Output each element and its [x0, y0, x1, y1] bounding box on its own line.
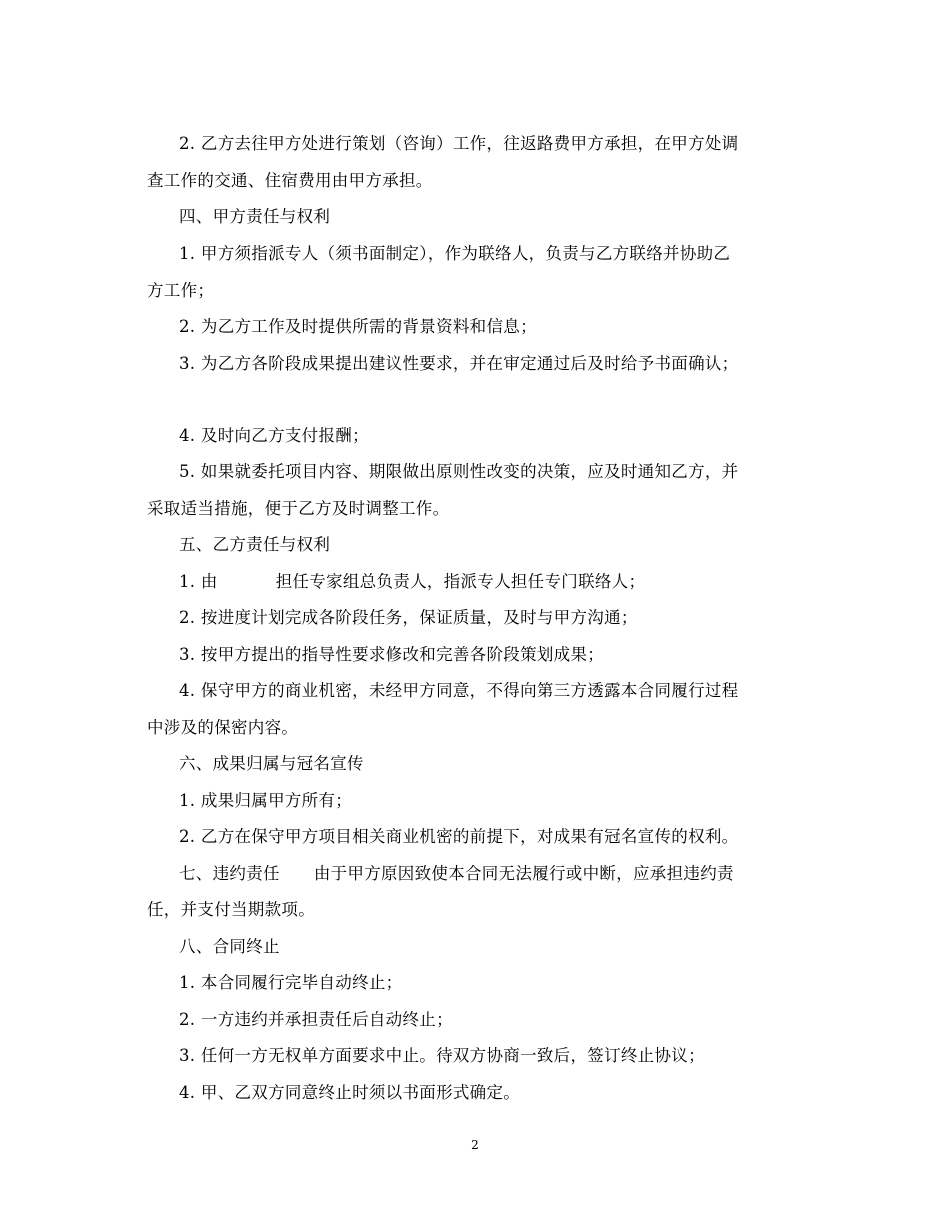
paragraph-line: 2. 按进度计划完成各阶段任务，保证质量，及时与甲方沟通；: [179, 608, 638, 627]
paragraph-line: 4. 保守甲方的商业机密，未经甲方同意，不得向第三方透露本合同履行过程: [179, 681, 739, 700]
paragraph-line: 1. 甲方须指派专人（须书面制定），作为联络人，负责与乙方联络并协助乙: [179, 244, 731, 263]
paragraph-line: [179, 571, 645, 593]
paragraph-line: 3. 任何一方无权单方面要求中止。待双方协商一致后，签订终止协议；: [179, 1046, 705, 1065]
paragraph-line: 3. 按甲方提出的指导性要求修改和完善各阶段策划成果；: [179, 645, 605, 664]
paragraph-line: 方工作；: [147, 281, 215, 300]
paragraph-line-start: 1. 由: [179, 572, 218, 591]
page-number: 2: [471, 1138, 479, 1152]
paragraph-line: 任，并支付当期款项。: [147, 900, 315, 919]
paragraph-line-end: 担任专家组总负责人，指派专人担任专门联络人；: [275, 572, 646, 591]
paragraph-line: 2. 乙方去往甲方处进行策划（咨询）工作，往返路费甲方承担，在甲方处调: [179, 134, 739, 153]
paragraph-line: 2. 为乙方工作及时提供所需的背景资料和信息；: [179, 317, 537, 336]
paragraph-line: 1. 成果归属甲方所有；: [179, 791, 353, 810]
paragraph-line: 5. 如果就委托项目内容、期限做出原则性改变的决策，应及时通知乙方，并: [179, 462, 739, 481]
section-heading: [179, 863, 734, 885]
paragraph-line: 1. 本合同履行完毕自动终止；: [179, 973, 403, 992]
section-heading-label: 七、违约责任: [179, 864, 280, 883]
paragraph-line: 4. 及时向乙方支付报酬；: [179, 426, 369, 445]
paragraph-line: 2. 乙方在保守甲方项目相关商业机密的前提下，对成果有冠名宣传的权利。: [179, 827, 739, 846]
paragraph-line-end: 由于甲方原因致使本合同无法履行或中断，应承担违约责: [313, 864, 734, 883]
paragraph-line: 3. 为乙方各阶段成果提出建议性要求，并在审定通过后及时给予书面确认；: [179, 354, 739, 373]
section-heading: 五、乙方责任与权利: [179, 535, 331, 554]
section-heading: 四、甲方责任与权利: [179, 207, 331, 226]
paragraph-line: 查工作的交通、住宿费用由甲方承担。: [147, 171, 433, 190]
paragraph-line: 2. 一方违约并承担责任后自动终止；: [179, 1010, 453, 1029]
section-heading: 六、成果归属与冠名宣传: [179, 754, 364, 773]
paragraph-line: 采取适当措施，便于乙方及时调整工作。: [147, 499, 450, 518]
paragraph-line: 中涉及的保密内容。: [147, 718, 299, 737]
section-heading: 八、合同终止: [179, 937, 280, 956]
paragraph-line: 4. 甲、乙双方同意终止时须以书面形式确定。: [179, 1083, 521, 1102]
